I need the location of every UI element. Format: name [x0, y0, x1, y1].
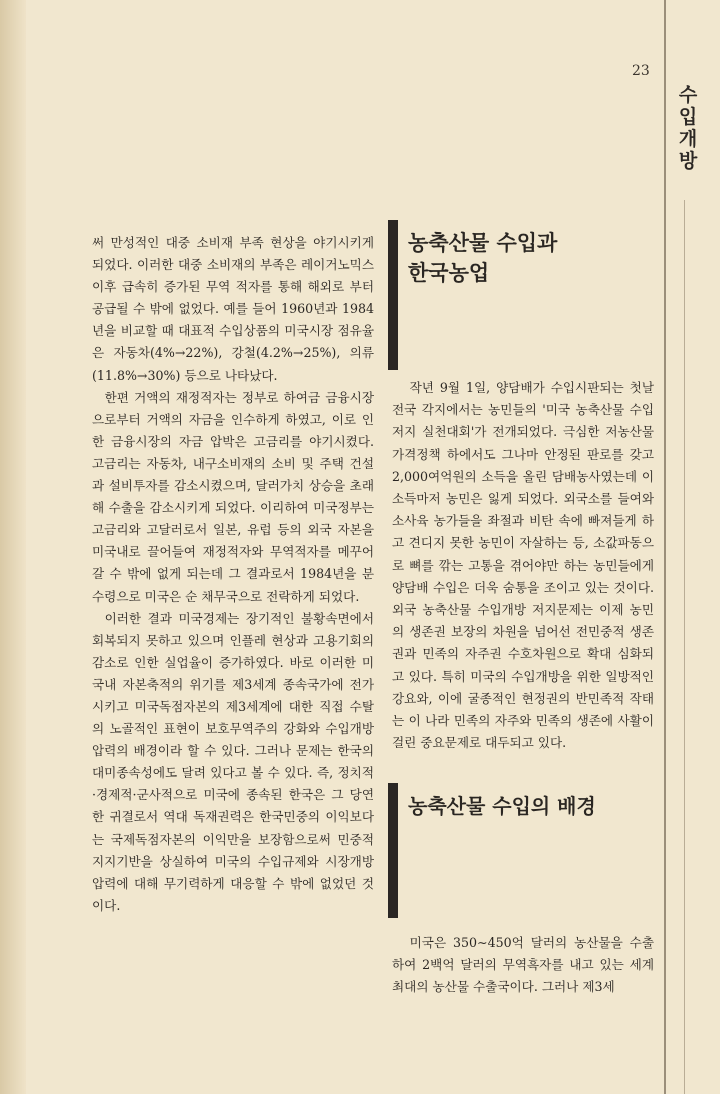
- heading-bar: [388, 783, 398, 918]
- left-column: [92, 232, 374, 917]
- page-edge: [0, 0, 26, 1094]
- side-tab-char: 입: [678, 106, 698, 128]
- body-paragraph: 이러한 결과 미국경제는 장기적인 불황속면에서 회복되지 못하고 있으며 인플레 현상과 고용기회의 감소로 인한 실업율이 증가하였다. 바로 이러한 미국내 자본축적의 위기를 제3세계 종속국가에 전가시키고 미국독점자본의 제3세계에 대한 직접 수탈의 노골적인 표현이 보호무역주의 강화와 수입개방 압력의 배경이라 할 수 있다. 그러나 문제는 한국의 대미종속성에도 달려 있다고 볼 수 있다. 즉, 정치적·경제적·군사적으로 미국에 종속된 한국은 그 당연한 귀결로서 역대 독재권력은 한국민중의 이익보다는 국제독점자본의 이익만을 보장함으로써 민중적 지지기반을 상실하여 미국의 수입규제와 시장개방압력에 대해 무기력하게 대응할 수 밖에 없었던 것이다.: [92, 610, 374, 913]
- side-tab-char: 수: [678, 84, 698, 106]
- body-paragraph: 한편 거액의 재정적자는 정부로 하여금 금융시장으로부터 거액의 자금을 인수하게 하였고, 이로 인한 금융시장의 자금 압박은 고금리를 야기시켰다. 고금리는 자동차, 내구소비재의 소비 및 주택 건설과 설비투자를 감소시켰으며, 달러가치 상승을 초래해 수출을 감소시키게 되었다. 이리하여 미국정부는 고금리와 고달러로서 일본, 유럽 등의 외국 자본을 미국내로 끌어들여 재정적자와 무역적자를 메꾸어 갈 수 밖에 없게 되는데 그 결과로서 1984년을 분수령으로 미국은 순 채무국으로 전락하게 되었다.: [92, 389, 374, 604]
- side-tab-divider: [664, 0, 666, 1094]
- page-number: 23: [632, 63, 650, 79]
- side-tab-label: [670, 84, 706, 172]
- body-paragraph: 작년 9월 1일, 양담배가 수입시판되는 첫날 전국 각지에서는 농민들의 '미국 농축산물 수입저지 실천대회'가 전개되었다. 극심한 저농산물 가격정책 하에서도 그나마 안정된 판로를 갖고 2,000여억원의 소득을 올린 담배농사였는데 이 소득마저 농민은 잃게 되었다. 외국소를 들여와 소사육 농가들을 좌절과 비탄 속에 빠져들게 하고 견디지 못한 농민이 자살하는 등, 소값파동으로 뼈를 깎는 고통을 겪어야만 하는 농민들에게 양담배 수입은 더욱 숨통을 조이고 있는 것이다. 외국 농축산물 수입개방 저지문제는 이제 농민의 생존권 보장의 차원을 넘어선 전민중적 생존권과 민족의 자주권 수호차원으로 확대 심화되고 있다. 특히 미국의 수입개방을 위한 일방적인 강요와, 이에 굴종적인 현정권의 반민족적 작태는 이 나라 민족의 자주와 민족의 생존에 사활이 걸린 중요문제로 대두되고 있다.: [392, 380, 654, 751]
- section-heading-box: [388, 783, 656, 918]
- heading-bar: [388, 220, 398, 370]
- side-tab-char: 방: [678, 150, 698, 172]
- body-paragraph: 미국은 350∼450억 달러의 농산물을 수출하여 2백억 달러의 무역흑자를 내고 있는 세계 최대의 농산물 수출국이다. 그러나 제3세: [392, 935, 654, 995]
- heading-line: 한국농업: [408, 261, 490, 285]
- section-heading: 농축산물 수입의 배경: [408, 794, 596, 818]
- body-paragraph: 써 만성적인 대중 소비재 부족 현상을 야기시키게 되었다. 이러한 대중 소비재의 부족은 레이거노믹스 이후 급속히 증가된 무역 적자를 통해 해외로 부터 공급될 수 밖에 없었다. 예를 들어 1960년과 1984년을 비교할 때 대표적 수입상품의 미국시장 점유율은 자동차(4%→22%), 강철(4.2%→25%), 의류(11.8%→30%) 등으로 나타났다.: [92, 235, 374, 383]
- side-tab-char: 개: [678, 128, 698, 150]
- section-heading-box: [388, 220, 656, 370]
- heading-line: 농축산물 수입과: [408, 231, 558, 255]
- right-column: [388, 0, 656, 1094]
- side-tab-divider-inner: [684, 200, 685, 1094]
- section-heading: [408, 228, 557, 288]
